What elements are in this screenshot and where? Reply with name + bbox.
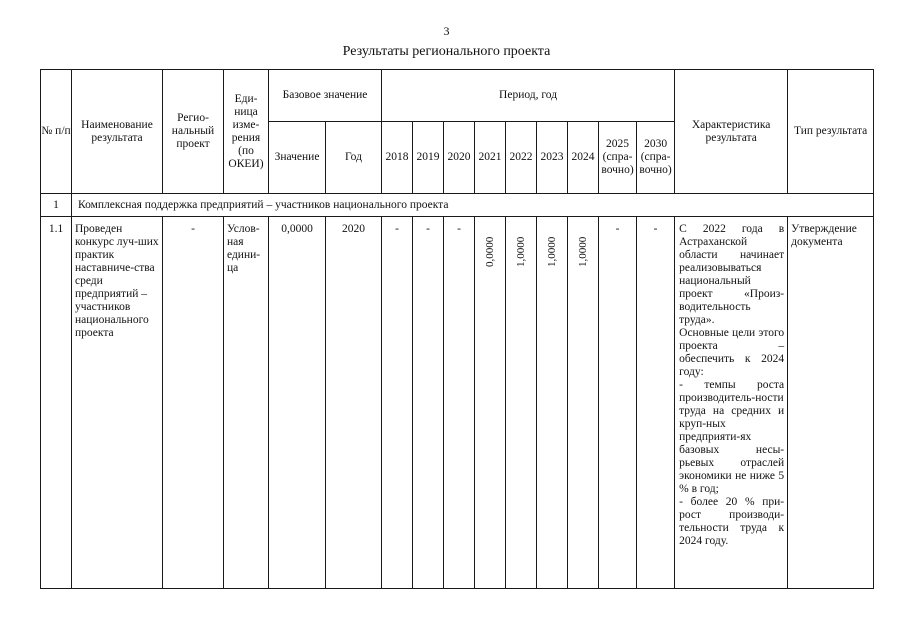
header-year-2030: 2030 (спра-вочно)	[637, 122, 675, 194]
header-regional-project: Регио-нальный проект	[163, 70, 224, 194]
row-value-2023-cell	[537, 217, 568, 589]
row-regional-project: -	[163, 217, 224, 589]
characteristic-paragraph: С 2022 года в Астраханской области начинает реализовываться национальный проект «Произ-водительность труда».	[679, 223, 785, 326]
section-row	[41, 194, 874, 217]
row-base-year: 2020	[326, 217, 382, 589]
header-period: Период, год	[382, 70, 675, 122]
row-type: Утверждение документа	[788, 217, 874, 589]
header-year-2021: 2021	[475, 122, 506, 194]
header-year-2023: 2023	[537, 122, 568, 194]
section-num: 1	[41, 194, 72, 217]
header-name: Наименование результата	[72, 70, 163, 194]
header-base-value-value: Значение	[269, 122, 326, 194]
header-num: № п/п	[41, 70, 72, 194]
row-value-2019: -	[413, 217, 444, 589]
header-year-2022: 2022	[506, 122, 537, 194]
row-characteristic	[675, 217, 788, 589]
results-table	[40, 69, 874, 589]
row-value-2018: -	[382, 217, 413, 589]
row-value-2024: 1,0000	[576, 236, 589, 267]
header-type: Тип результата	[788, 70, 874, 194]
row-value-2025: -	[599, 217, 637, 589]
header-year-2024: 2024	[568, 122, 599, 194]
row-num: 1.1	[41, 217, 72, 589]
row-value-2022-cell	[506, 217, 537, 589]
characteristic-paragraph: - более 20 % при-рост производи-тельности труда к 2024 году.	[679, 496, 785, 547]
row-value-2020: -	[444, 217, 475, 589]
row-value-2021-cell	[475, 217, 506, 589]
header-year-2025: 2025 (спра-вочно)	[599, 122, 637, 194]
characteristic-paragraph: - темпы роста производитель-ности труда на средних и круп-ных предприяти-ях базовых несы-рьевых отраслей экономики не ниже 5 % в год;	[679, 379, 785, 495]
section-title: Комплексная поддержка предприятий – участников национального проекта	[72, 194, 874, 217]
header-base-value: Базовое значение	[269, 70, 382, 122]
document-title: Результаты регионального проекта	[342, 44, 551, 59]
row-unit: Услов-ная едини-ца	[224, 217, 269, 589]
header-unit: Еди-ница изме-рения (по ОКЕИ)	[224, 70, 269, 194]
table-row	[41, 217, 874, 589]
header-row-1	[41, 70, 874, 122]
header-base-value-year: Год	[326, 122, 382, 194]
header-year-2018: 2018	[382, 122, 413, 194]
row-value-2030: -	[637, 217, 675, 589]
header-year-2019: 2019	[413, 122, 444, 194]
row-value-2023: 1,0000	[545, 236, 558, 267]
header-characteristic: Характеристика результата	[675, 70, 788, 194]
characteristic-paragraph: Основные цели этого проекта – обеспечить к 2024 году:	[679, 327, 785, 378]
row-base-value: 0,0000	[269, 217, 326, 589]
row-value-2022: 1,0000	[514, 236, 527, 267]
row-value-2024-cell	[568, 217, 599, 589]
row-name: Проведен конкурс луч-ших практик наставниче-ства среди предприятий – участников национального проекта	[72, 217, 163, 589]
page-number: 3	[443, 24, 450, 38]
header-year-2020: 2020	[444, 122, 475, 194]
row-value-2021: 0,0000	[483, 236, 496, 267]
